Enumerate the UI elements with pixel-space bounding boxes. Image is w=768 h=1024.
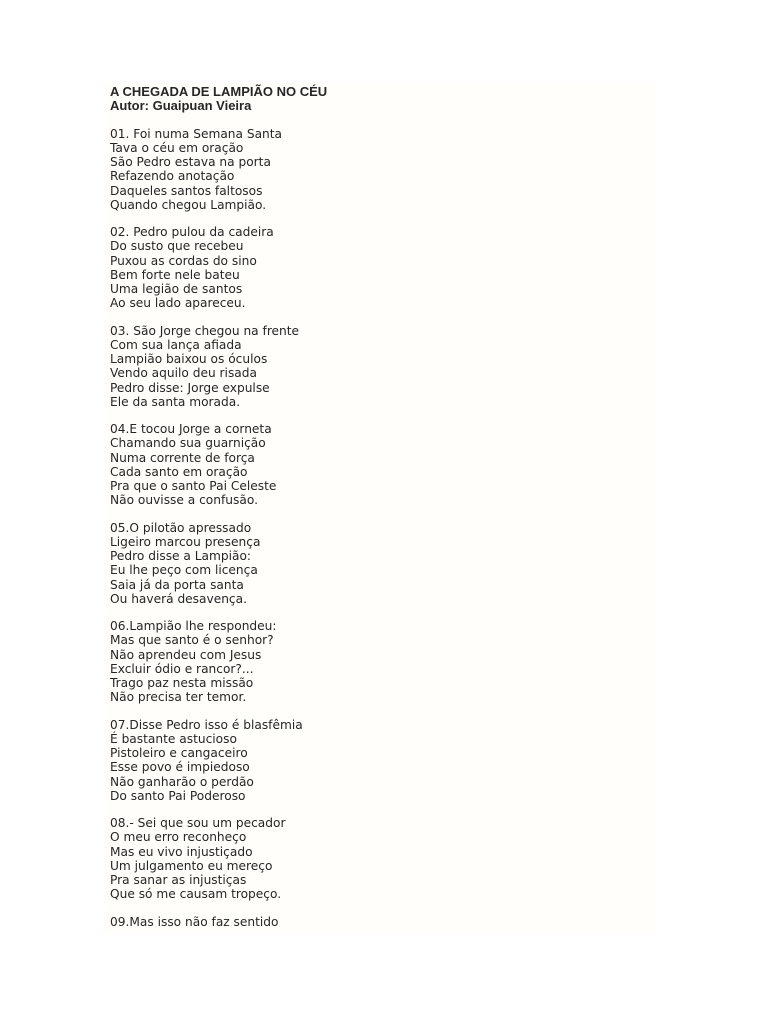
poem-stanza bbox=[110, 324, 656, 410]
poem-line: Puxou as cordas do sino bbox=[110, 253, 257, 268]
poem-line: Ou haverá desavença. bbox=[110, 591, 247, 606]
poem-line: Não precisa ter temor. bbox=[110, 690, 247, 705]
poem-stanza bbox=[110, 816, 656, 902]
poem-title: A CHEGADA DE LAMPIÃO NO CÉU bbox=[110, 84, 328, 99]
poem-line: Refazendo anotação bbox=[110, 169, 235, 184]
poem-line: Trago paz nesta missão bbox=[110, 676, 254, 690]
poem-line: 06.Lampião lhe respondeu: bbox=[110, 619, 277, 633]
poem-line: Daqueles santos faltosos bbox=[110, 183, 263, 198]
poem-line: Não ganharão o perdão bbox=[110, 774, 254, 789]
poem-line: Eu lhe peço com licença bbox=[110, 563, 258, 578]
poem-line: Ele da santa morada. bbox=[110, 394, 241, 409]
poem-body bbox=[110, 127, 656, 929]
poem-line: Pistoleiro e cangaceiro bbox=[110, 746, 248, 760]
poem-line: 01. Foi numa Semana Santa bbox=[110, 126, 283, 141]
poem-line: Lampião baixou os óculos bbox=[110, 352, 268, 366]
poem-line: Esse povo é impiedoso bbox=[110, 760, 250, 775]
poem-line: Uma legião de santos bbox=[110, 282, 243, 296]
poem-author: Autor: Guaipuan Vieira bbox=[110, 98, 252, 114]
poem-stanza bbox=[110, 619, 656, 705]
poem-line: Mas que santo é o senhor? bbox=[110, 633, 274, 648]
poem-line: Ligeiro marcou presença bbox=[110, 534, 261, 549]
poem-line: Pedro disse: Jorge expulse bbox=[110, 380, 270, 395]
poem-line: Quando chegou Lampião. bbox=[110, 197, 267, 212]
poem-line: Vendo aquilo deu risada bbox=[110, 366, 257, 381]
poem-line: Numa corrente de força bbox=[110, 450, 255, 465]
poem-line: Tava o céu em oração bbox=[110, 140, 244, 155]
poem-line: Não aprendeu com Jesus bbox=[110, 647, 262, 662]
document-text-area bbox=[104, 82, 656, 934]
poem-line: Não ouvisse a confusão. bbox=[110, 493, 258, 508]
poem-line: Pra que o santo Pai Celeste bbox=[110, 479, 277, 493]
poem-line: São Pedro estava na porta bbox=[110, 155, 271, 169]
poem-line: 04.E tocou Jorge a corneta bbox=[110, 422, 272, 436]
poem-line: 07.Disse Pedro isso é blasfêmia bbox=[110, 717, 303, 732]
poem-stanza bbox=[110, 225, 656, 311]
poem-stanza bbox=[110, 521, 656, 607]
poem-stanza bbox=[110, 127, 656, 213]
poem-line: 09.Mas isso não faz sentido bbox=[110, 914, 279, 929]
poem-stanza bbox=[110, 915, 656, 929]
poem-line: Saia já da porta santa bbox=[110, 577, 244, 592]
poem-line: Que só me causam tropeço. bbox=[110, 887, 282, 902]
poem-line: Excluir ódio e rancor?... bbox=[110, 661, 254, 676]
poem-line: 08.- Sei que sou um pecador bbox=[110, 816, 286, 830]
poem-line: Ao seu lado apareceu. bbox=[110, 296, 246, 311]
poem-line: Chamando sua guarnição bbox=[110, 436, 266, 451]
poem-line: Do susto que recebeu bbox=[110, 239, 244, 254]
poem-stanza bbox=[110, 718, 656, 804]
poem-line: É bastante astucioso bbox=[110, 731, 237, 746]
poem-line: Com sua lança afiada bbox=[110, 337, 242, 352]
poem-line: Bem forte nele bateu bbox=[110, 267, 240, 282]
poem-line: Mas eu vivo injustiçado bbox=[110, 844, 253, 859]
poem-line: Cada santo em oração bbox=[110, 464, 248, 479]
poem-line: 05.O pilotão apressado bbox=[110, 520, 252, 535]
poem-line: O meu erro reconheço bbox=[110, 830, 247, 845]
poem-stanza bbox=[110, 422, 656, 508]
poem-line: 03. São Jorge chegou na frente bbox=[110, 323, 300, 338]
poem-line: Um julgamento eu mereço bbox=[110, 858, 273, 873]
poem-line: Do santo Pai Poderoso bbox=[110, 788, 246, 803]
poem-line: 02. Pedro pulou da cadeira bbox=[110, 225, 274, 239]
poem-line: Pedro disse a Lampião: bbox=[110, 549, 252, 563]
poem-line: Pra sanar as injustiças bbox=[110, 873, 247, 887]
